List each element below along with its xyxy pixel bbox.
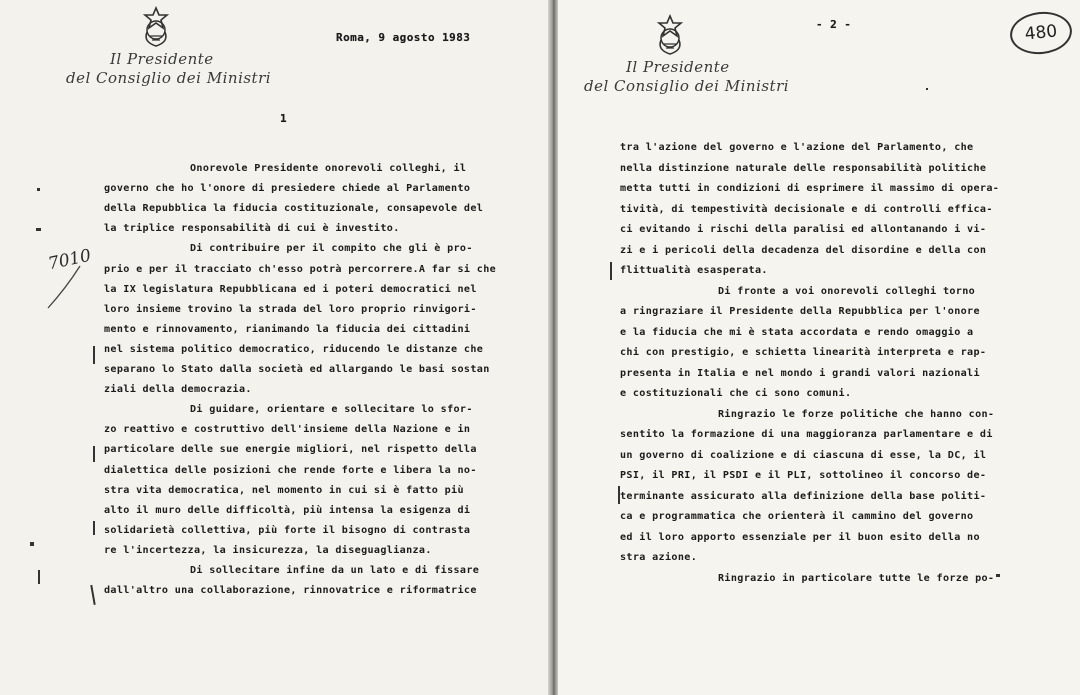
text-line: re l'incertezza, la insicurezza, la diseguaglianza. xyxy=(104,544,432,556)
ink-speck xyxy=(38,570,40,584)
text-line: tività, di tempestività decisionale e di controlli effica- xyxy=(620,203,993,215)
text-line: e costituzionali che ci sono comuni. xyxy=(620,388,852,399)
text-line: separano lo Stato dalla società ed allargando le basi sostan xyxy=(104,364,490,375)
text-line: dialettica delle posizioni che rende forte e libera la no- xyxy=(104,464,477,476)
text-line: ziali della democrazia. xyxy=(104,384,252,396)
text-line: alto il muro delle difficoltà, più intensa la esigenza di xyxy=(104,504,471,516)
text-line: presenta in Italia e nel mondo i grandi valori nazionali xyxy=(620,367,980,379)
margin-bracket xyxy=(93,346,95,364)
text-line: prio e per il tracciato ch'esso potrà percorrere.A far si che xyxy=(104,263,497,275)
text-line: la IX legislatura Repubblicana ed i poteri democratici nel xyxy=(104,283,477,295)
letterhead-line1: Il Presidente xyxy=(626,58,730,76)
text-line: Ringrazio in particolare tutte le forze po- xyxy=(718,572,995,584)
ink-speck xyxy=(36,228,41,231)
italian-emblem-icon xyxy=(653,14,687,56)
text-line: stra azione. xyxy=(620,552,698,563)
text-line: un governo di coalizione e di ciascuna di esse, la DC, il xyxy=(620,449,987,461)
letterhead-line2: del Consiglio dei Ministri xyxy=(66,69,272,87)
text-line: della Repubblica la fiducia costituzionale, consapevole del xyxy=(104,203,484,215)
text-line: e la fiducia che mi è stata accordata e rendo omaggio a xyxy=(620,326,974,338)
text-line: ci evitando i rischi della paralisi ed allontanando i vi- xyxy=(620,224,987,235)
page-number: - 2 - xyxy=(816,18,852,31)
text-line: nella distinzione naturale delle responsabilità politiche xyxy=(620,162,987,174)
text-line: nel sistema politico democratico, riducendo le distanze che xyxy=(104,343,484,355)
text-line: flittualità esasperata. xyxy=(620,265,768,276)
letterhead-line2: del Consiglio dei Ministri xyxy=(584,77,790,95)
archive-stamp: 480 xyxy=(1008,9,1074,57)
margin-note: 7010 xyxy=(46,245,93,275)
margin-bracket xyxy=(93,521,95,535)
letterhead xyxy=(66,50,272,88)
margin-stroke xyxy=(44,262,84,312)
text-line: zo reattivo e costruttivo dell'insieme della Nazione e in xyxy=(104,424,471,436)
letterhead xyxy=(584,58,790,96)
margin-bracket xyxy=(610,262,612,280)
text-line: Di fronte a voi onorevoli colleghi torno xyxy=(718,285,976,297)
book-gutter xyxy=(548,0,558,695)
margin-bracket xyxy=(93,446,95,462)
ink-speck xyxy=(926,88,928,90)
text-line: terminante assicurato alla definizione della base politi- xyxy=(620,490,987,502)
date: Roma, 9 agosto 1983 xyxy=(336,31,471,44)
text-line: particolare delle sue energie migliori, nel rispetto della xyxy=(104,444,477,456)
text-line: Di sollecitare infine da un lato e di fissare xyxy=(190,565,480,576)
page-number: 1 xyxy=(280,112,288,125)
text-line: chi con prestigio, e schietta linearità interpreta e rap- xyxy=(620,347,987,358)
ink-speck xyxy=(996,574,1000,577)
text-line: sentito la formazione di una maggioranza parlamentare e di xyxy=(620,429,993,440)
right-page xyxy=(558,0,1080,695)
text-line: mento e rinnovamento, rianimando la fiducia dei cittadini xyxy=(104,323,471,335)
text-line: metta tutti in condizioni di esprimere il massimo di opera- xyxy=(620,183,1000,194)
text-line: solidarietà collettiva, più forte il bisogno di contrasta xyxy=(104,524,471,536)
text-line: a ringraziare il Presidente della Repubblica per l'onore xyxy=(620,306,980,317)
text-line: stra vita democratica, nel momento in cui si è fatto più xyxy=(104,484,464,496)
text-line: Ringrazio le forze politiche che hanno con- xyxy=(718,408,995,420)
text-line: la triplice responsabilità di cui è investito. xyxy=(104,223,400,235)
margin-bracket xyxy=(618,486,620,504)
text-line: PSI, il PRI, il PSDI e il PLI, sottolineo il concorso de- xyxy=(620,470,987,481)
letterhead-line1: Il Presidente xyxy=(110,50,214,68)
ink-speck xyxy=(37,188,40,191)
ink-speck xyxy=(30,542,34,546)
text-line: Di contribuire per il compito che gli è pro- xyxy=(190,243,473,255)
italian-emblem-icon xyxy=(139,6,173,48)
text-line: Di guidare, orientare e sollecitare lo sfor- xyxy=(190,404,473,416)
margin-bracket xyxy=(90,585,95,605)
text-line: zi e i pericoli della decadenza del disordine e della con xyxy=(620,244,987,256)
text-line: ca e programmatica che orienterà il cammino del governo xyxy=(620,511,974,522)
text-line: dall'altro una collaborazione, rinnovatrice e riformatrice xyxy=(104,585,477,597)
text-line: ed il loro apporto essenziale per il buon esito della no xyxy=(620,531,980,543)
text-line: governo che ho l'onore di presiedere chiede al Parlamento xyxy=(104,183,471,195)
text-line: Onorevole Presidente onorevoli colleghi, il xyxy=(190,163,467,174)
text-line: tra l'azione del governo e l'azione del Parlamento, che xyxy=(620,142,974,153)
text-line: loro insieme trovino la strada del loro proprio rinvigori- xyxy=(104,303,477,315)
